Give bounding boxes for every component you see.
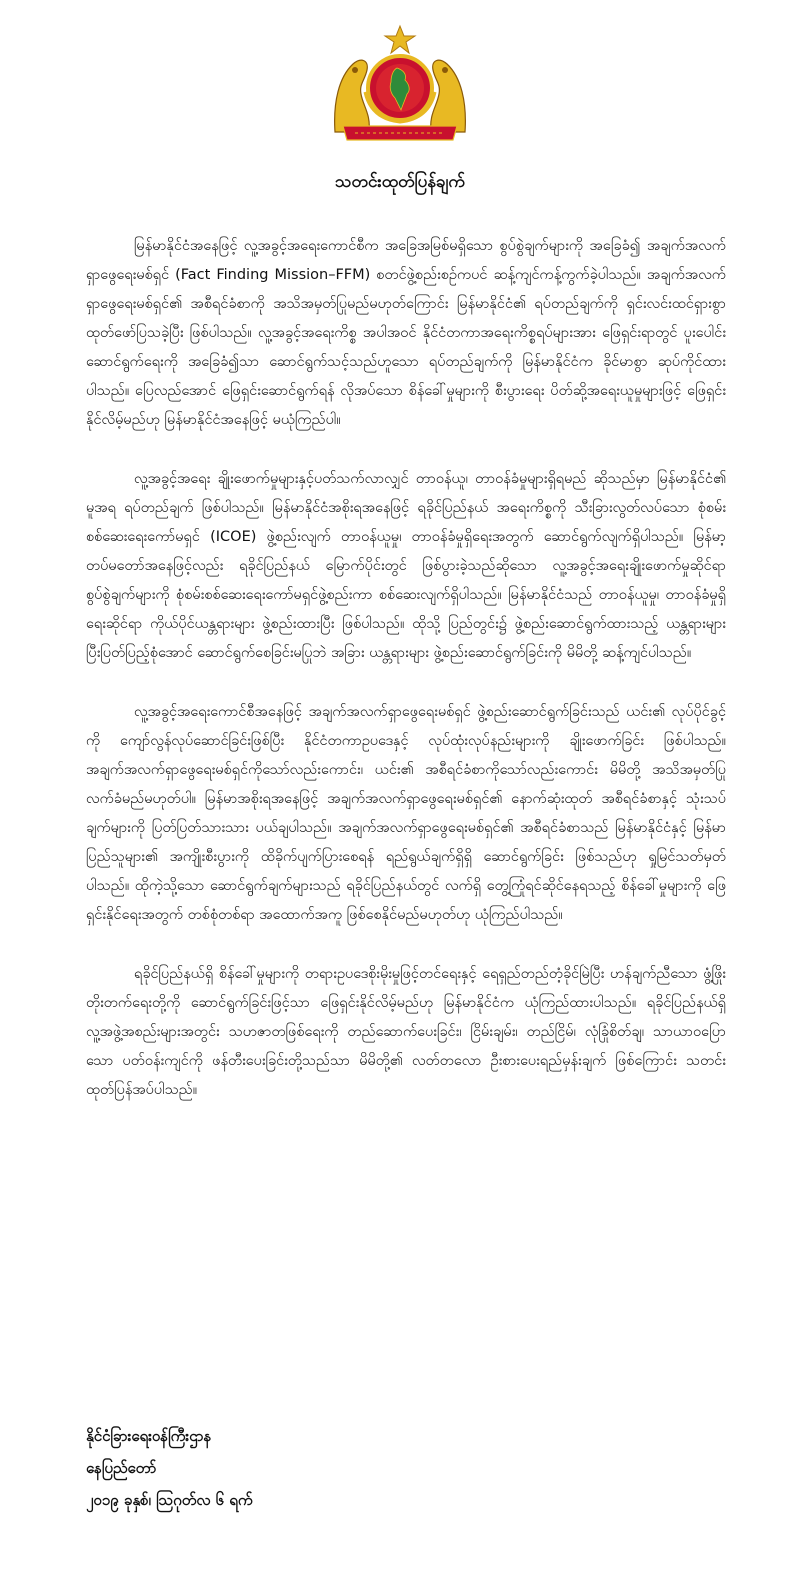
paragraph-2: လူ့အခွင့်အရေး ချိုးဖောက်မှုများနှင့်ပတ်သက်လာလျှင် တာဝန်ယူ၊ တာဝန်ခံမှုများရှိရမည် ဆိုသည်မှာ မြန်မာနိုင်ငံ၏ မူအရ ရပ်တည်ချက် ဖြစ်ပါသည်။ မြန်မာနိုင်ငံအစိုးရအနေဖြင့် ရခိုင်ပြည်နယ် အရေးကိစ္စကို သီးခြားလွတ်လပ်သော စုံစမ်းစစ်ဆေးရေးကော်မရှင် (ICOE) ဖွဲ့စည်းလျက် တာဝန်ယူမှု၊ တာဝန်ခံမှုရှိရေးအတွက် ဆောင်ရွက်လျက်ရှိပါသည်။ မြန်မာ့တပ်မတော်အနေဖြင့်လည်း ရခိုင်ပြည်နယ် မြောက်ပိုင်းတွင် ဖြစ်ပွားခဲ့သည်ဆိုသော လူ့အခွင့်အရေးချိုးဖောက်မှုဆိုင်ရာ စွပ်စွဲချက်များကို စုံစမ်းစစ်ဆေးရေးကော်မရှင်ဖွဲ့စည်းကာ စစ်ဆေးလျက်ရှိပါသည်။ မြန်မာနိုင်ငံသည် တာဝန်ယူမှု၊ တာဝန်ခံမှုရှိရေးဆိုင်ရာ ကိုယ်ပိုင်ယန္တရားများ ဖွဲ့စည်းထားပြီး ဖြစ်ပါသည်။ ထိုသို့ ပြည်တွင်း၌ ဖွဲ့စည်းဆောင်ရွက်ထားသည့် ယန္တရားများ ပြီးပြတ်ပြည့်စုံအောင် ဆောင်ရွက်စေခြင်းမပြုဘဲ အခြား ယန္တရားများ ဖွဲ့စည်းဆောင်ရွက်ခြင်းကို မိမိတို့ ဆန့်ကျင်ပါသည်။ xyxy=(86,471,726,661)
release-date: ၂၀၁၉ ခုနှစ်၊ ဩဂုတ်လ ၆ ရက် xyxy=(86,1491,253,1509)
ministry-name: နိုင်ငံခြားရေးဝန်ကြီးဌာန xyxy=(86,1427,212,1445)
document-title: သတင်းထုတ်ပြန်ချက် xyxy=(335,172,465,192)
place-name: နေပြည်တော် xyxy=(86,1459,157,1477)
signature-block xyxy=(86,1420,726,1516)
paragraph-3: လူ့အခွင့်အရေးကောင်စီအနေဖြင့် အချက်အလက်ရှာဖွေရေးမစ်ရှင် ဖွဲ့စည်းဆောင်ရွက်ခြင်းသည် ယင်း၏ လုပ်ပိုင်ခွင့်ကို ကျော်လွန်လုပ်ဆောင်ခြင်းဖြစ်ပြီး နိုင်ငံတကာဥပဒေနှင့် လုပ်ထုံးလုပ်နည်းများကို ချိုးဖောက်ခြင်း ဖြစ်ပါသည်။ အချက်အလက်ရှာဖွေရေးမစ်ရှင်ကိုသော်လည်းကောင်း၊ ယင်း၏ အစီရင်ခံစာကိုသော်လည်းကောင်း မိမိတို့ အသိအမှတ်ပြု လက်ခံမည်မဟုတ်ပါ။ မြန်မာအစိုးရအနေဖြင့် အချက်အလက်ရှာဖွေရေးမစ်ရှင်၏ နောက်ဆုံးထုတ် အစီရင်ခံစာနှင့် သုံးသပ်ချက်များကို ပြတ်ပြတ်သားသား ပယ်ချပါသည်။ အချက်အလက်ရှာဖွေရေးမစ်ရှင်၏ အစီရင်ခံစာသည် မြန်မာနိုင်ငံနှင့် မြန်မာပြည်သူများ၏ အကျိုးစီးပွားကို ထိခိုက်ပျက်ပြားစေရန် ရည်ရွယ်ချက်ရှိရှိ ဆောင်ရွက်ခြင်း ဖြစ်သည်ဟု ရှုမြင်သတ်မှတ်ပါသည်။ ထိုကဲ့သို့သော ဆောင်ရွက်ချက်များသည် ရခိုင်ပြည်နယ်တွင် လက်ရှိ တွေ့ကြုံရင်ဆိုင်နေရသည့် စိန်ခေါ်မှုများကို ဖြေရှင်းနိုင်ရေးအတွက် တစ်စုံတစ်ရာ အထောက်အကူ ဖြစ်စေနိုင်မည်မဟုတ်ဟု ယုံကြည်ပါသည်။ xyxy=(86,704,726,923)
paragraph-1: မြန်မာနိုင်ငံအနေဖြင့် လူ့အခွင့်အရေးကောင်စီက အခြေအမြစ်မရှိသော စွပ်စွဲချက်များကို အခြေခံ၍ အချက်အလက်ရှာဖွေရေးမစ်ရှင် (Fact Finding Mission–FFM) စတင်ဖွဲ့စည်းစဉ်ကပင် ဆန့်ကျင်ကန့်ကွက်ခဲ့ပါသည်။ အချက်အလက်ရှာဖွေရေးမစ်ရှင်၏ အစီရင်ခံစာကို အသိအမှတ်ပြုမည်မဟုတ်ကြောင်း မြန်မာနိုင်ငံ၏ ရပ်တည်ချက်ကို ရှင်းလင်းထင်ရှားစွာ ထုတ်ဖော်ပြသခဲ့ပြီး ဖြစ်ပါသည်။ လူ့အခွင့်အရေးကိစ္စ အပါအဝင် နိုင်ငံတကာအရေးကိစ္စရပ်များအား ဖြေရှင်းရာတွင် ပူးပေါင်းဆောင်ရွက်ရေးကို အခြေခံ၍သာ ဆောင်ရွက်သင့်သည်ဟူသော ရပ်တည်ချက်ကို မြန်မာနိုင်ငံက ခိုင်မာစွာ ဆုပ်ကိုင်ထားပါသည်။ ပြေလည်အောင် ဖြေရှင်းဆောင်ရွက်ရန် လိုအပ်သော စိန်ခေါ်မှုများကို စီးပွားရေး ပိတ်ဆို့အရေးယူမှုများဖြင့် ဖြေရှင်းနိုင်လိမ့်မည်ဟု မြန်မာနိုင်ငံအနေဖြင့် မယုံကြည်ပါ။ xyxy=(86,238,726,428)
paragraph-4: ရခိုင်ပြည်နယ်ရှိ စိန်ခေါ်မှုများကို တရားဥပဒေစိုးမိုးမှုဖြင့်တင်ရေးနှင့် ရေရှည်တည်တံ့ခိုင်မြဲပြီး ဟန်ချက်ညီသော ဖွံ့ဖြိုးတိုးတက်ရေးတို့ကို ဆောင်ရွက်ခြင်းဖြင့်သာ ဖြေရှင်းနိုင်လိမ့်မည်ဟု မြန်မာနိုင်ငံက ယုံကြည်ထားပါသည်။ ရခိုင်ပြည်နယ်ရှိ လူ့အဖွဲ့အစည်းများအတွင်း သဟဇာတဖြစ်ရေးကို တည်ဆောက်ပေးခြင်း၊ ငြိမ်းချမ်း၊ တည်ငြိမ်၊ လုံခြုံစိတ်ချ၊ သာယာဝပြောသော ပတ်ဝန်းကျင်ကို ဖန်တီးပေးခြင်းတို့သည်သာ မိမိတို့၏ လတ်တလော ဦးစားပေးရည်မှန်းချက် ဖြစ်ကြောင်း သတင်း ထုတ်ပြန်အပ်ပါသည်။ xyxy=(86,966,726,1098)
state-seal-icon xyxy=(325,22,475,147)
document-body xyxy=(86,232,726,1135)
